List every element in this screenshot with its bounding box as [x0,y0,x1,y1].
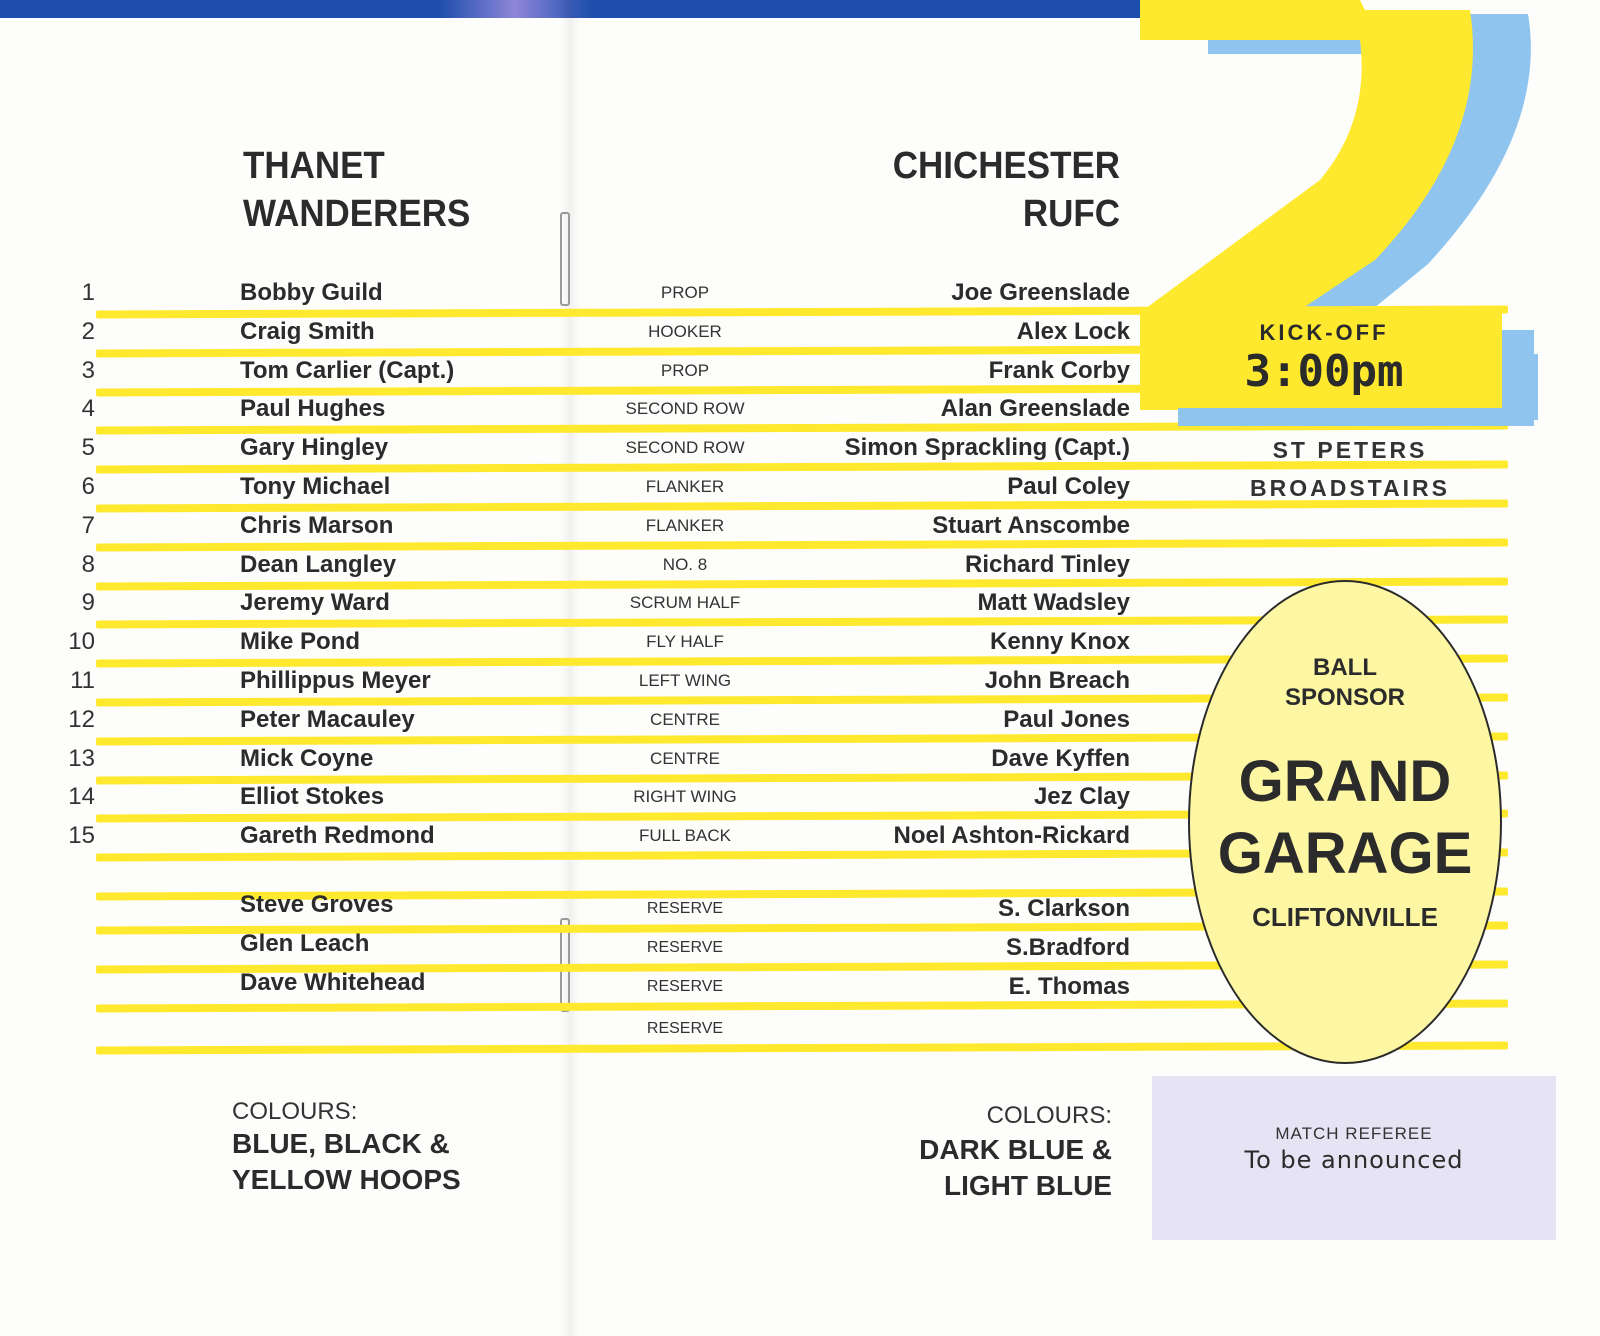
lineup-row [0,433,1130,471]
shirt-number: 2 [81,317,95,345]
referee-value: To be announced [1244,1146,1464,1174]
right-player-name: Frank Corby [988,356,1130,384]
left-player-name: Elliot Stokes [240,783,385,811]
position-label: SECOND ROW [625,399,745,419]
sponsor-label-line1: BALL [1313,654,1377,681]
kickoff-label: KICK-OFF [1259,320,1389,345]
reserve-row [0,968,1130,1010]
lineup-row [0,317,1130,355]
reserve-row [0,1014,1130,1052]
right-player-name: Alan Greenslade [940,395,1130,423]
position-label: FULL BACK [639,826,731,846]
right-player-name: S. Clarkson [997,895,1130,922]
left-player-name: Paul Hughes [240,395,386,423]
shirt-number: 11 [70,667,95,694]
lineup-row [0,394,1130,432]
right-player-name: John Breach [984,667,1130,694]
left-player-name: Steve Groves [240,891,394,918]
right-colours-label: COLOURS: [986,1102,1112,1129]
venue-line2: BROADSTAIRS [1250,475,1450,501]
left-player-name: Glen Leach [240,929,370,957]
position-label: FLANKER [645,477,725,496]
right-colours-value [919,1132,1112,1204]
shirt-number: 5 [81,434,95,462]
position-label: CENTRE [650,709,720,729]
left-player-name: Tom Carlier (Capt.) [240,356,455,384]
shirt-number: 15 [68,822,95,850]
left-colours-label: COLOURS: [232,1098,358,1125]
lineup-row [0,666,1130,704]
shirt-number: 1 [81,279,95,306]
position-label: FLY HALF [646,632,724,652]
position-label: CENTRE [650,748,720,768]
left-player-name: Bobby Guild [240,279,383,306]
referee-label: MATCH REFEREE [1275,1124,1433,1143]
shirt-number: 9 [81,589,95,617]
left-player-name: Gary Hingley [240,434,389,462]
position-label: HOOKER [648,321,722,341]
left-player-name: Peter Macauley [240,705,415,733]
shirt-number: 12 [68,705,95,733]
right-player-name: Kenny Knox [989,628,1130,656]
left-colours-line2: YELLOW HOOPS [232,1164,461,1195]
position-label: FLANKER [645,515,725,535]
sponsor-name-line1: GRAND [1238,749,1452,814]
right-player-name: Dave Kyffen [991,744,1130,772]
lineup-row [0,782,1130,820]
left-player-name: Chris Marson [240,511,394,539]
lineup-row [0,550,1130,588]
right-player-name: Noel Ashton-Rickard [893,822,1130,850]
left-player-name: Mick Coyne [240,744,374,772]
sponsor-name-line2: GARAGE [1217,821,1473,886]
position-label: NO. 8 [662,554,708,574]
position-label: RESERVE [646,900,724,917]
right-player-name: Matt Wadsley [977,589,1130,617]
left-colours-value [232,1126,461,1198]
left-player-name: Dave Whitehead [240,968,426,996]
position-label: PROP [660,283,710,302]
lineup-row [0,472,1130,510]
position-label: PROP [660,360,710,380]
lineup-row [0,511,1130,549]
lineup-row [0,627,1130,665]
shirt-number: 13 [68,744,95,772]
position-label: RIGHT WING [633,787,737,807]
lineup-row [0,744,1130,782]
left-team-line1: THANET [243,145,385,187]
right-player-name: S.Bradford [1005,933,1130,961]
position-label: RESERVE [646,938,724,956]
left-player-name: Craig Smith [240,317,375,345]
right-player-name: Joe Greenslade [951,279,1130,306]
left-player-name: Mike Pond [240,628,361,656]
left-team-name [243,142,470,238]
shirt-number: 7 [81,511,95,539]
kickoff-time: 3:00pm [1244,346,1404,397]
position-label: SCRUM HALF [629,593,741,613]
right-player-name: Alex Lock [1016,317,1130,345]
left-colours-line1: BLUE, BLACK & [232,1128,450,1159]
right-player-name: Paul Jones [1003,705,1130,733]
left-player-name: Gareth Redmond [240,822,435,850]
lineup-row [0,705,1130,743]
right-player-name: Jez Clay [1033,783,1130,811]
reserve-row [0,929,1130,971]
lineup-row [0,278,1130,316]
position-label: RESERVE [646,977,724,995]
left-player-name: Phillippus Meyer [240,667,431,694]
shirt-number: 10 [68,628,95,656]
left-team-line2: WANDERERS [243,193,471,235]
left-player-name: Jeremy Ward [240,589,390,617]
shirt-number: 4 [81,395,95,423]
right-colours-line1: DARK BLUE & [919,1134,1112,1165]
right-team-name [893,142,1120,238]
left-player-name: Tony Michael [240,473,391,500]
shirt-number: 14 [68,783,95,811]
lineup-row [0,588,1130,626]
left-player-name: Dean Langley [240,550,397,578]
position-label: SECOND ROW [625,438,745,458]
position-label: RESERVE [646,1020,724,1038]
right-player-name: Simon Sprackling (Capt.) [844,434,1130,462]
position-label: LEFT WING [638,671,732,690]
right-player-name: Richard Tinley [965,550,1130,578]
lineup-row [0,356,1130,394]
lineup-row [0,821,1130,859]
shirt-number: 3 [81,356,95,384]
right-player-name: E. Thomas [1008,972,1130,1000]
venue-line1: ST PETERS [1272,437,1428,463]
shirt-number: 6 [81,473,95,500]
right-team-line2: RUFC [1022,193,1120,235]
reserve-row [0,891,1130,932]
sponsor-label-line2: SPONSOR [1284,684,1406,711]
shirt-number: 8 [81,550,95,578]
top-blue-band [0,0,1270,18]
right-colours-line2: LIGHT BLUE [944,1170,1112,1201]
right-player-name: Stuart Anscombe [932,511,1130,539]
right-team-line1: CHICHESTER [892,145,1120,187]
right-player-name: Paul Coley [1007,473,1130,500]
sponsor-place: CLIFTONVILLE [1252,902,1438,932]
